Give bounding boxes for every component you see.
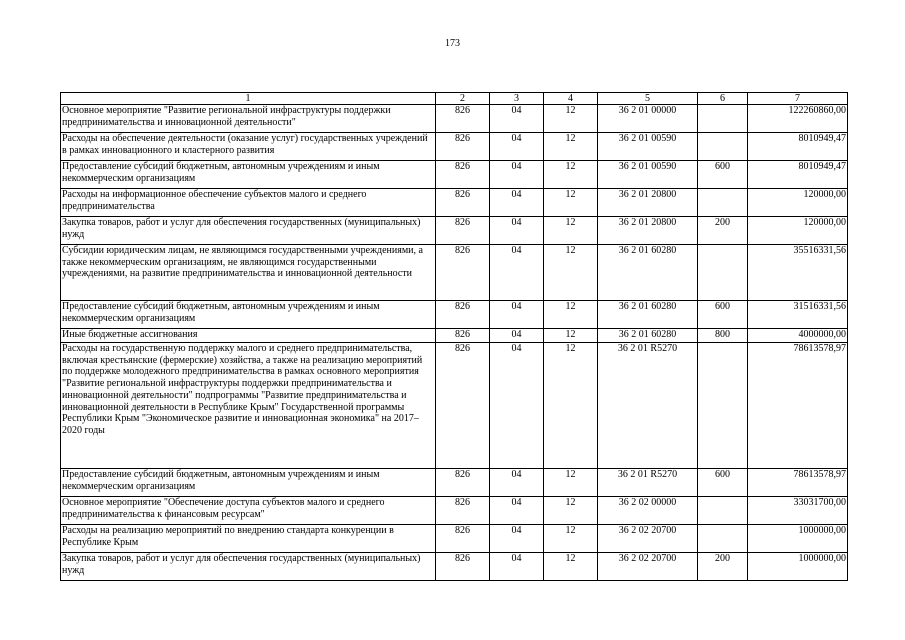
row-code-cell: 826	[436, 301, 490, 329]
row-code-cell: 12	[544, 161, 598, 189]
row-code-cell: 04	[490, 105, 544, 133]
row-code-cell: 36 2 02 00000	[598, 497, 698, 525]
table-row	[61, 105, 848, 133]
row-code-cell: 200	[698, 217, 748, 245]
header-cell: 6	[698, 93, 748, 105]
row-code-cell: 36 2 01 60280	[598, 245, 698, 301]
row-code-cell: 04	[490, 525, 544, 553]
page-number: 173	[445, 38, 460, 49]
row-name-cell: Предоставление субсидий бюджетным, автономным учреждениям и иным некоммерческим организациям	[61, 161, 436, 189]
row-code-cell: 04	[490, 161, 544, 189]
table-row	[61, 343, 848, 469]
table-row	[61, 161, 848, 189]
table-row	[61, 469, 848, 497]
table-row	[61, 525, 848, 553]
row-code-cell: 12	[544, 329, 598, 343]
header-row	[61, 93, 848, 105]
row-code-cell: 04	[490, 329, 544, 343]
row-code-cell: 12	[544, 217, 598, 245]
header-cell: 2	[436, 93, 490, 105]
row-code-cell: 800	[698, 329, 748, 343]
row-code-cell: 04	[490, 301, 544, 329]
row-code-cell: 600	[698, 161, 748, 189]
row-code-cell: 12	[544, 497, 598, 525]
row-code-cell: 36 2 01 60280	[598, 329, 698, 343]
row-code-cell: 04	[490, 469, 544, 497]
row-code-cell: 826	[436, 525, 490, 553]
row-name-cell: Закупка товаров, работ и услуг для обеспечения государственных (муниципальных) нужд	[61, 553, 436, 581]
row-name-cell: Иные бюджетные ассигнования	[61, 329, 436, 343]
row-code-cell: 04	[490, 245, 544, 301]
row-name-cell: Предоставление субсидий бюджетным, автономным учреждениям и иным некоммерческим организациям	[61, 301, 436, 329]
row-code-cell: 36 2 01 20800	[598, 189, 698, 217]
row-code-cell: 12	[544, 189, 598, 217]
row-code-cell: 04	[490, 189, 544, 217]
row-code-cell: 12	[544, 105, 598, 133]
row-code-cell: 04	[490, 133, 544, 161]
row-code-cell: 36 2 01 20800	[598, 217, 698, 245]
row-code-cell	[698, 105, 748, 133]
row-code-cell: 36 2 02 20700	[598, 553, 698, 581]
row-amount-cell: 1000000,00	[748, 525, 848, 553]
table-row	[61, 189, 848, 217]
row-code-cell: 12	[544, 469, 598, 497]
row-code-cell	[698, 525, 748, 553]
row-code-cell: 826	[436, 329, 490, 343]
row-amount-cell: 35516331,56	[748, 245, 848, 301]
row-code-cell	[698, 245, 748, 301]
row-code-cell: 826	[436, 189, 490, 217]
row-code-cell	[698, 133, 748, 161]
row-code-cell: 12	[544, 301, 598, 329]
row-code-cell	[698, 497, 748, 525]
row-code-cell: 36 2 01 00590	[598, 133, 698, 161]
header-cell: 7	[748, 93, 848, 105]
row-code-cell: 36 2 01 00000	[598, 105, 698, 133]
row-amount-cell: 122260860,00	[748, 105, 848, 133]
row-amount-cell: 31516331,56	[748, 301, 848, 329]
row-name-cell: Закупка товаров, работ и услуг для обеспечения государственных (муниципальных) нужд	[61, 217, 436, 245]
header-cell: 5	[598, 93, 698, 105]
header-cell: 1	[61, 93, 436, 105]
table-row	[61, 301, 848, 329]
row-code-cell	[698, 343, 748, 469]
row-name-cell: Основное мероприятие "Обеспечение доступа субъектов малого и среднего предпринимательства к финансовым ресурсам"	[61, 497, 436, 525]
row-code-cell: 36 2 01 60280	[598, 301, 698, 329]
header-cell: 4	[544, 93, 598, 105]
row-name-cell: Расходы на обеспечение деятельности (оказание услуг) государственных учреждений в рамках инновационного и кластерного развития	[61, 133, 436, 161]
row-code-cell: 04	[490, 217, 544, 245]
row-code-cell: 12	[544, 525, 598, 553]
table-row	[61, 217, 848, 245]
row-code-cell: 04	[490, 343, 544, 469]
row-name-cell: Расходы на государственную поддержку малого и среднего предпринимательства, включая крестьянские (фермерские) хозяйства, а также на реализацию мероприятий по поддержке молодежного предпринимательства в рамках основного мероприятия "Развитие региональной инфраструктуры поддержки предпринимательства и инновационной деятельности" подпрограммы "Развитие предпринимательства и инновационной деятельности в Республике Крым" Государственной программы Республики Крым "Экономическое развитие и инновационная экономика" на 2017–2020 годы	[61, 343, 436, 469]
row-code-cell	[698, 189, 748, 217]
header-cell: 3	[490, 93, 544, 105]
row-amount-cell: 120000,00	[748, 217, 848, 245]
row-code-cell: 826	[436, 343, 490, 469]
budget-table	[60, 92, 848, 581]
row-code-cell: 36 2 02 20700	[598, 525, 698, 553]
row-amount-cell: 78613578,97	[748, 343, 848, 469]
row-name-cell: Расходы на информационное обеспечение субъектов малого и среднего предпринимательства	[61, 189, 436, 217]
table-row	[61, 497, 848, 525]
row-code-cell: 826	[436, 161, 490, 189]
row-name-cell: Основное мероприятие "Развитие региональной инфраструктуры поддержки предпринимательства и инновационной деятельности"	[61, 105, 436, 133]
row-code-cell: 36 2 01 R5270	[598, 343, 698, 469]
row-amount-cell: 78613578,97	[748, 469, 848, 497]
row-amount-cell: 8010949,47	[748, 161, 848, 189]
row-name-cell: Предоставление субсидий бюджетным, автономным учреждениям и иным некоммерческим организациям	[61, 469, 436, 497]
row-code-cell: 826	[436, 469, 490, 497]
row-code-cell: 200	[698, 553, 748, 581]
row-code-cell: 826	[436, 217, 490, 245]
table-body	[61, 105, 848, 581]
row-code-cell: 826	[436, 553, 490, 581]
row-code-cell: 04	[490, 553, 544, 581]
row-amount-cell: 8010949,47	[748, 133, 848, 161]
row-code-cell: 36 2 01 R5270	[598, 469, 698, 497]
row-code-cell: 826	[436, 133, 490, 161]
row-code-cell: 12	[544, 553, 598, 581]
row-amount-cell: 33031700,00	[748, 497, 848, 525]
table-row	[61, 329, 848, 343]
row-code-cell: 826	[436, 105, 490, 133]
row-amount-cell: 1000000,00	[748, 553, 848, 581]
row-code-cell: 12	[544, 245, 598, 301]
table-row	[61, 133, 848, 161]
table-row	[61, 245, 848, 301]
table-row	[61, 553, 848, 581]
row-code-cell: 600	[698, 301, 748, 329]
row-code-cell: 12	[544, 343, 598, 469]
row-amount-cell: 4000000,00	[748, 329, 848, 343]
row-code-cell: 12	[544, 133, 598, 161]
row-code-cell: 600	[698, 469, 748, 497]
row-name-cell: Расходы на реализацию мероприятий по внедрению стандарта конкуренции в Республике Крым	[61, 525, 436, 553]
row-name-cell: Субсидии юридическим лицам, не являющимся государственными учреждениями, а также некоммерческим организациям, не являющимся государственными учреждениями, на развитие предпринимательства и инновационной деятельности	[61, 245, 436, 301]
row-amount-cell: 120000,00	[748, 189, 848, 217]
row-code-cell: 826	[436, 245, 490, 301]
row-code-cell: 36 2 01 00590	[598, 161, 698, 189]
row-code-cell: 826	[436, 497, 490, 525]
row-code-cell: 04	[490, 497, 544, 525]
